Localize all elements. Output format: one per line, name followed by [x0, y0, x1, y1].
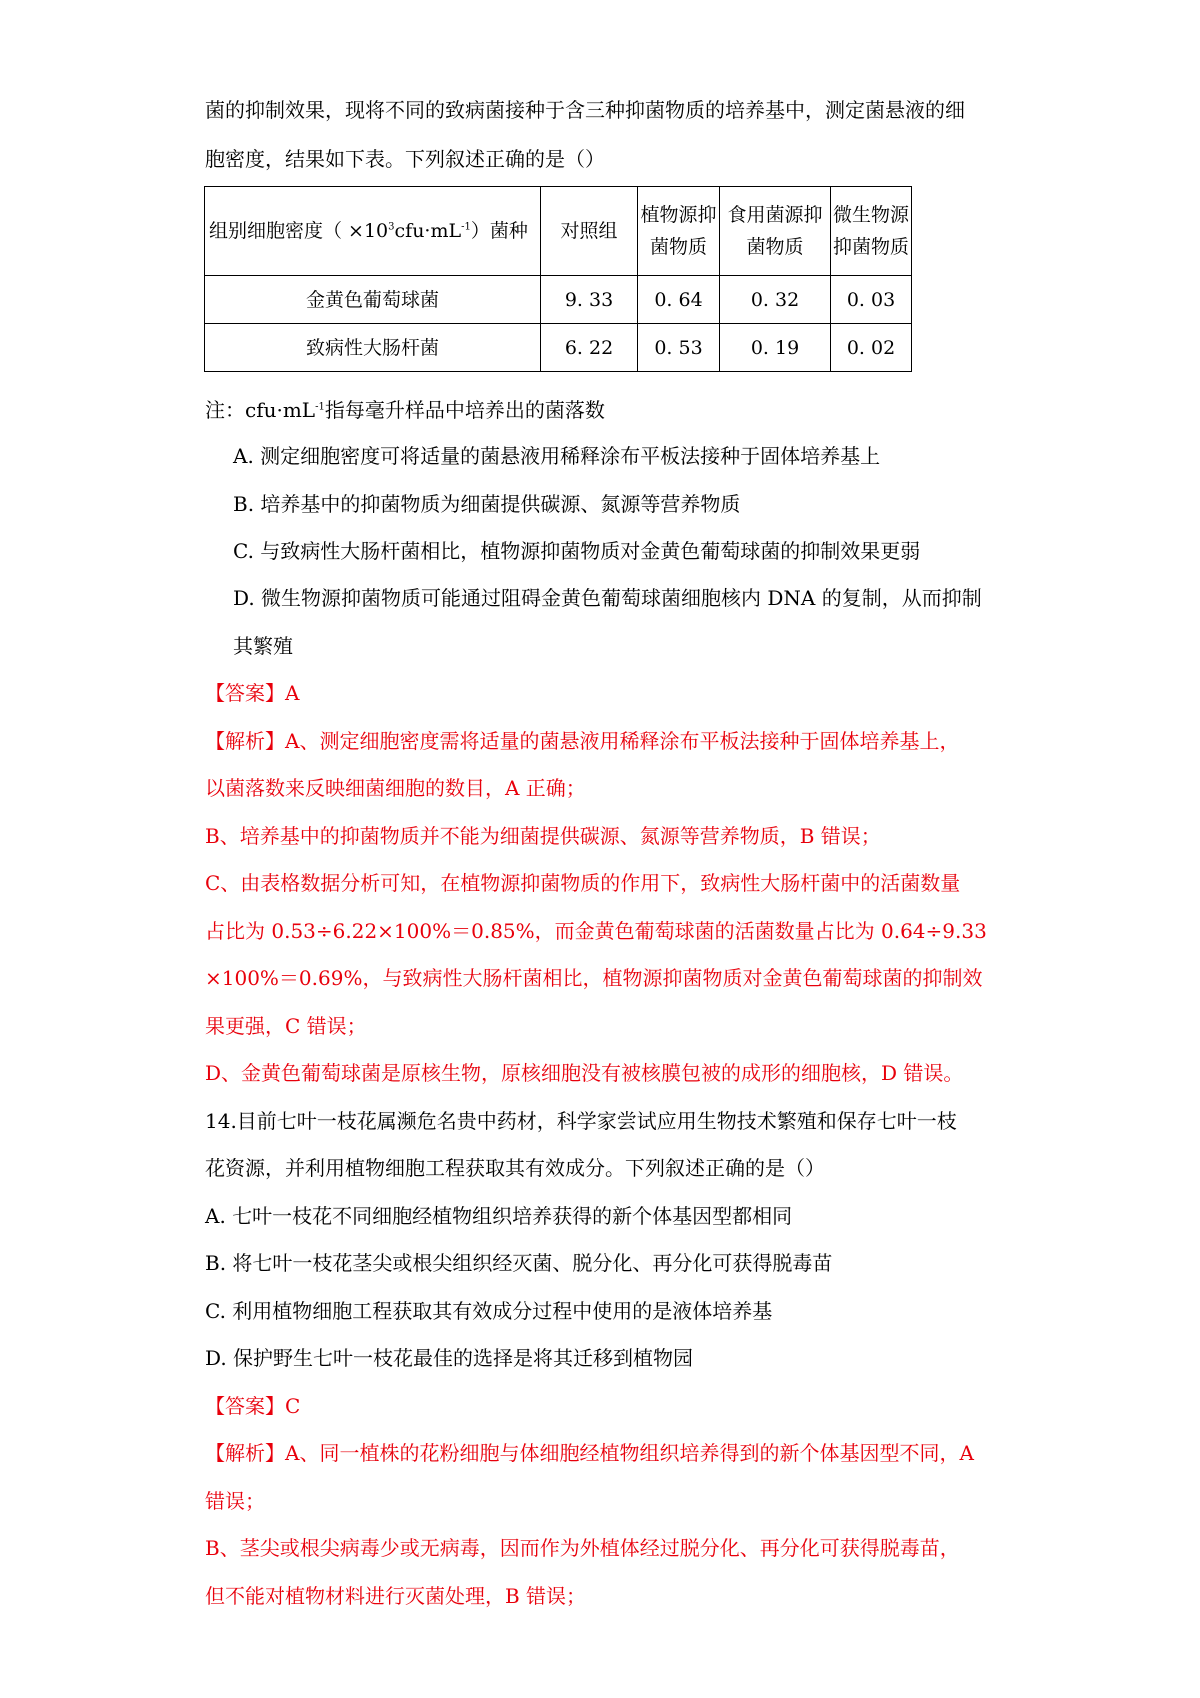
analysis-line: ×100%＝0.69%，与致病性大肠杆菌相比，植物源抑菌物质对金黄色葡萄球菌的抑制效 [205, 966, 983, 990]
cell-control: 9. 33 [541, 276, 638, 324]
table-header-row [205, 187, 912, 276]
option-c: C. 利用植物细胞工程获取其有效成分过程中使用的是液体培养基 [205, 1299, 773, 1323]
table-note [205, 396, 605, 424]
analysis-line: 【解析】A、测定细胞密度需将适量的菌悬液用稀释涂布平板法接种于固体培养基上， [205, 729, 960, 753]
corner-text: 组别细胞密度（ ×10 [209, 220, 389, 242]
analysis-line: B、培养基中的抑菌物质并不能为细菌提供碳源、氮源等营养物质，B 错误； [205, 824, 881, 848]
cell-microbe: 0. 02 [831, 324, 912, 372]
header-line: 食用菌源抑 [727, 204, 823, 226]
question-stem: 花资源，并利用植物细胞工程获取其有效成分。下列叙述正确的是（） [205, 1156, 825, 1180]
note-text: 注：cfu·mL [205, 398, 316, 422]
col-header-control: 对照组 [541, 187, 638, 276]
corner-text: cfu·mL [394, 220, 462, 242]
corner-sup: 3 [388, 221, 395, 233]
corner-text: ）菌种 [470, 220, 528, 242]
option-a: A. 测定细胞密度可将适量的菌悬液用稀释涂布平板法接种于固体培养基上 [233, 444, 881, 468]
table-corner-header [205, 187, 541, 276]
note-sup: -1 [315, 401, 325, 413]
analysis-line: 果更强，C 错误； [205, 1014, 367, 1038]
question-stem: 14.目前七叶一枝花属濒危名贵中药材，科学家尝试应用生物技术繁殖和保存七叶一枝 [205, 1109, 957, 1133]
analysis-line: B、茎尖或根尖病毒少或无病毒，因而作为外植体经过脱分化、再分化可获得脱毒苗， [205, 1536, 960, 1560]
col-header-fungal [720, 187, 831, 276]
header-line: 菌物质 [649, 236, 707, 258]
col-header-plant [638, 187, 720, 276]
option-a: A. 七叶一枝花不同细胞经植物组织培养获得的新个体基因型都相同 [205, 1204, 793, 1228]
cell-fungal: 0. 32 [720, 276, 831, 324]
table-row [205, 276, 912, 324]
cell-fungal: 0. 19 [720, 324, 831, 372]
col-header-microbe [831, 187, 912, 276]
header-line: 抑菌物质 [832, 236, 909, 258]
row-name: 致病性大肠杆菌 [205, 324, 541, 372]
option-d: D. 微生物源抑菌物质可能通过阻碍金黄色葡萄球菌细胞核内 DNA 的复制，从而抑制 [233, 586, 982, 610]
option-c: C. 与致病性大肠杆菌相比，植物源抑菌物质对金黄色葡萄球菌的抑制效果更弱 [233, 539, 921, 563]
analysis-line: 【解析】A、同一植株的花粉细胞与体细胞经植物组织培养得到的新个体基因型不同，A [205, 1441, 974, 1465]
cell-microbe: 0. 03 [831, 276, 912, 324]
option-d: D. 保护野生七叶一枝花最佳的选择是将其迁移到植物园 [205, 1346, 694, 1370]
intro-line: 胞密度，结果如下表。下列叙述正确的是（） [205, 147, 605, 171]
option-b: B. 培养基中的抑菌物质为细菌提供碳源、氮源等营养物质 [233, 492, 741, 516]
cell-plant: 0. 64 [638, 276, 720, 324]
option-b: B. 将七叶一枝花茎尖或根尖组织经灭菌、脱分化、再分化可获得脱毒苗 [205, 1251, 833, 1275]
header-line: 菌物质 [746, 236, 804, 258]
analysis-line: 占比为 0.53÷6.22×100%＝0.85%，而金黄色葡萄球菌的活菌数量占比为 0.64÷9.33 [205, 919, 987, 943]
analysis-line: 以菌落数来反映细菌细胞的数目，A 正确； [205, 776, 586, 800]
table-row [205, 324, 912, 372]
header-line: 微生物源 [832, 204, 909, 226]
analysis-line: C、由表格数据分析可知，在植物源抑菌物质的作用下，致病性大肠杆菌中的活菌数量 [205, 871, 961, 895]
analysis-line: 错误； [205, 1489, 265, 1513]
intro-line: 菌的抑制效果，现将不同的致病菌接种于含三种抑菌物质的培养基中，测定菌悬液的细 [205, 98, 965, 122]
cell-density-table [204, 186, 912, 372]
corner-sup: -1 [461, 221, 471, 233]
analysis-line: D、金黄色葡萄球菌是原核生物，原核细胞没有被核膜包被的成形的细胞核，D 错误。 [205, 1061, 964, 1085]
answer-label: 【答案】A [205, 681, 300, 705]
answer-label: 【答案】C [205, 1394, 301, 1418]
cell-plant: 0. 53 [638, 324, 720, 372]
analysis-line: 但不能对植物材料进行灭菌处理，B 错误； [205, 1584, 587, 1608]
header-line: 植物源抑 [640, 204, 717, 226]
option-d-cont: 其繁殖 [233, 634, 293, 658]
cell-control: 6. 22 [541, 324, 638, 372]
row-name: 金黄色葡萄球菌 [205, 276, 541, 324]
note-text: 指每毫升样品中培养出的菌落数 [324, 398, 605, 422]
